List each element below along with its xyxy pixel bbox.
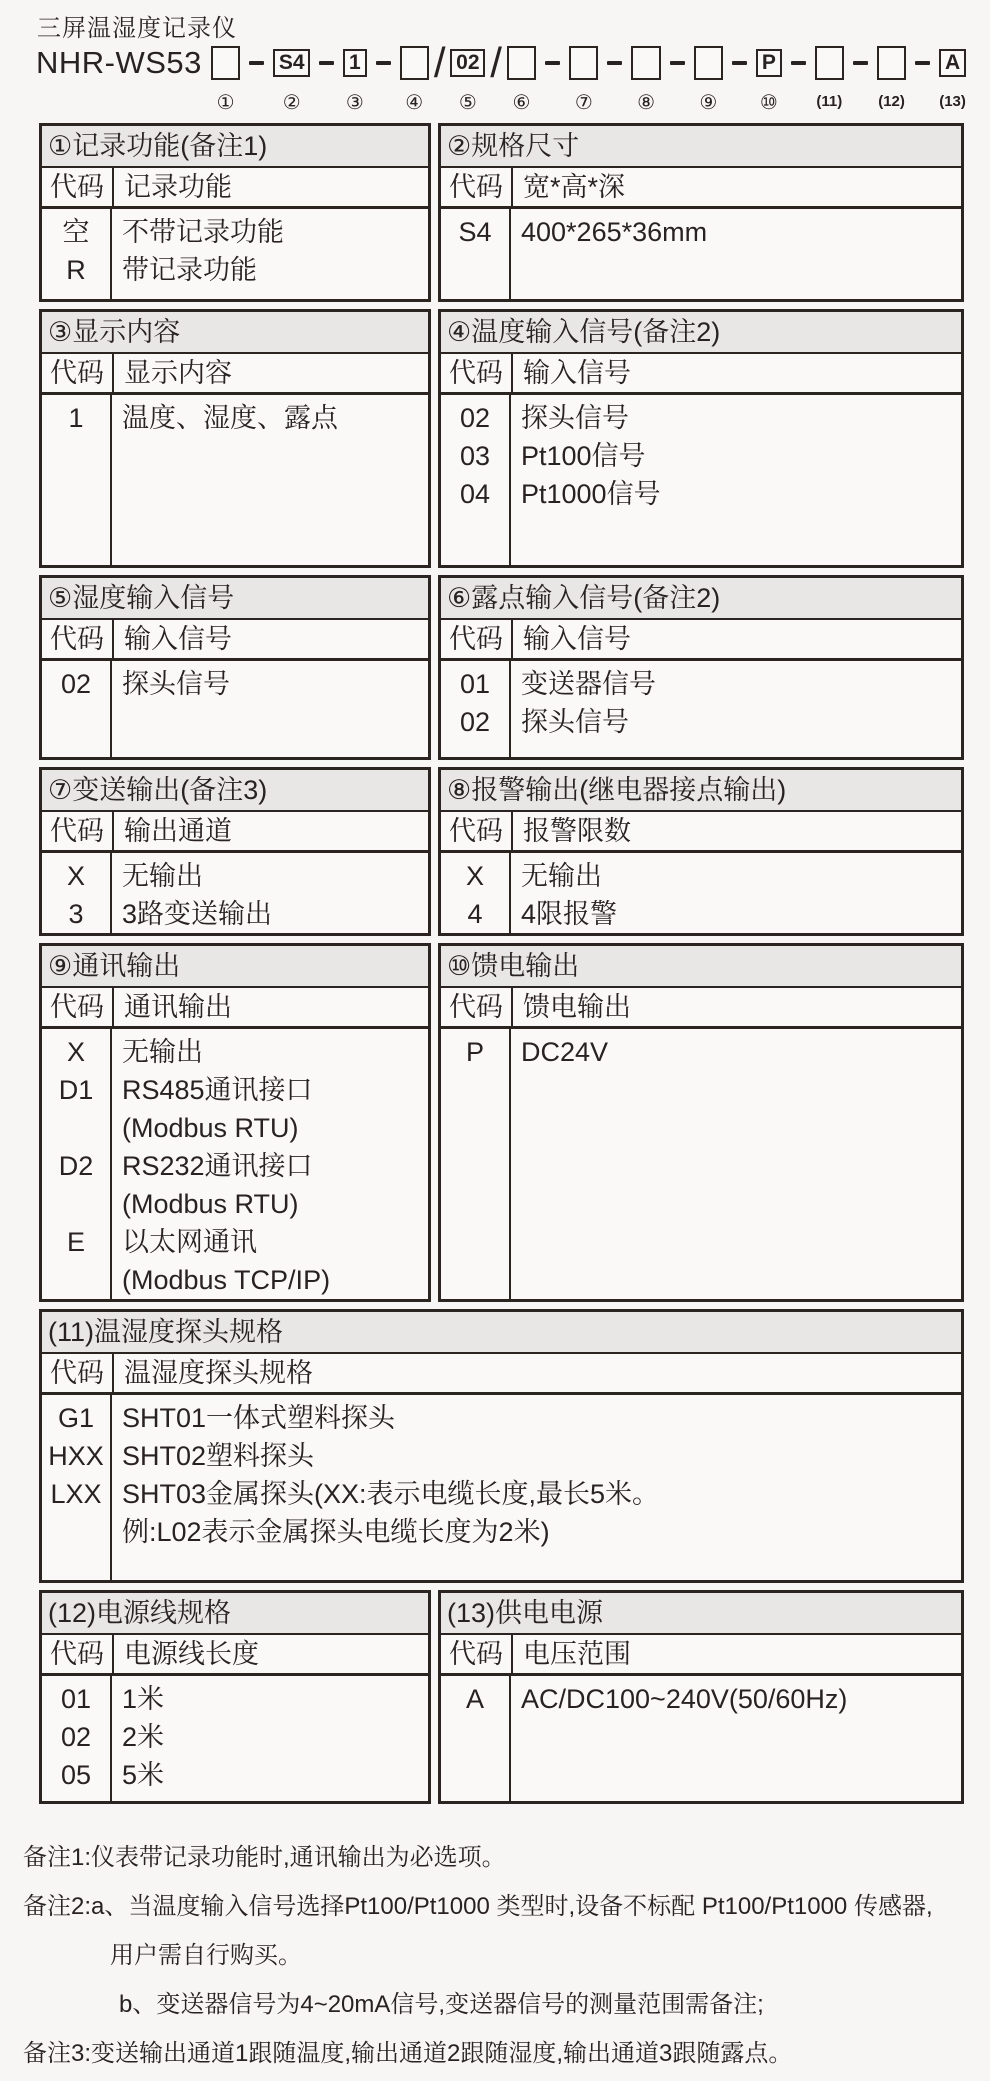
- code-column: [441, 1029, 511, 1299]
- section-2: [438, 123, 964, 302]
- dash-separator: [915, 61, 930, 65]
- desc-cell: (Modbus RTU): [122, 1113, 299, 1143]
- desc-cell: 2米: [122, 1722, 165, 1752]
- model-code-area: [36, 40, 966, 118]
- section-2-title: ②规格尺寸: [441, 126, 961, 168]
- position-label-10: ⑩: [759, 92, 778, 114]
- dash-separator: [670, 61, 685, 65]
- value-column-header: 馈电输出: [523, 992, 631, 1022]
- section-1-column-headers: [42, 168, 428, 209]
- code-cell: 05: [60, 1760, 92, 1790]
- footnotes: [23, 1833, 933, 2078]
- code-column-header: 代码: [441, 354, 513, 392]
- code-column: [441, 1676, 511, 1801]
- code-cell: G1: [57, 1403, 95, 1433]
- section-8-column-headers: [441, 812, 961, 853]
- section-8-title: ⑧报警输出(继电器接点输出): [441, 770, 961, 812]
- section-13-column-headers: [441, 1635, 961, 1676]
- value-column-header: 输入信号: [124, 624, 232, 654]
- section-4: [438, 309, 964, 568]
- section-row: [39, 309, 964, 568]
- desc-cell: 1米: [122, 1684, 165, 1714]
- section-7: [39, 767, 431, 936]
- code-column-header: 代码: [441, 812, 513, 850]
- section-12-title: (12)电源线规格: [42, 1593, 428, 1635]
- value-column-header: 宽*高*深: [523, 172, 626, 202]
- model-code-box-2: S4: [273, 49, 310, 77]
- model-code-box-7: [569, 46, 598, 80]
- desc-cell: (Modbus RTU): [122, 1189, 299, 1219]
- model-code-box-9: [694, 46, 723, 80]
- desc-cell: RS485通讯接口: [122, 1075, 313, 1105]
- code-cell: 3: [68, 899, 84, 929]
- page-title: 三屏温湿度记录仪: [37, 15, 237, 42]
- section-1: [39, 123, 431, 302]
- position-label-6: ⑥: [512, 92, 531, 114]
- code-column-header: 代码: [441, 620, 513, 658]
- position-label-4: ④: [405, 92, 424, 114]
- code-column-header: 代码: [441, 168, 513, 206]
- section-11-title: (11)温湿度探头规格: [42, 1312, 961, 1354]
- desc-cell: 以太网通讯: [122, 1227, 257, 1257]
- section-5-column-headers: [42, 620, 428, 661]
- value-column: [112, 1395, 961, 1580]
- section-5: [39, 575, 431, 760]
- desc-cell: 无输出: [521, 861, 602, 891]
- desc-cell: 不带记录功能: [122, 217, 284, 247]
- code-cell: 02: [60, 1722, 92, 1752]
- section-7-title: ⑦变送输出(备注3): [42, 770, 428, 812]
- section-9-body: [42, 1029, 428, 1299]
- dash-separator: [376, 61, 391, 65]
- value-column: [511, 209, 961, 299]
- code-cell: LXX: [50, 1479, 102, 1509]
- code-cell: S4: [458, 217, 492, 247]
- model-code-box-8: [631, 46, 660, 80]
- desc-cell: (Modbus TCP/IP): [122, 1265, 331, 1295]
- section-12: [39, 1590, 431, 1804]
- section-9-title: ⑨通讯输出: [42, 946, 428, 988]
- desc-cell: 无输出: [122, 861, 203, 891]
- code-column: [42, 661, 112, 757]
- section-13-body: [441, 1676, 961, 1801]
- code-cell: 01: [60, 1684, 92, 1714]
- slash-separator: /: [433, 39, 446, 86]
- desc-cell: 400*265*36mm: [521, 217, 708, 247]
- position-label-2: ②: [282, 92, 301, 114]
- value-column: [112, 395, 428, 565]
- section-6-body: [441, 661, 961, 757]
- section-13: [438, 1590, 964, 1804]
- section-2-body: [441, 209, 961, 299]
- model-code-box-5: 02: [450, 49, 485, 77]
- desc-cell: 带记录功能: [122, 255, 257, 285]
- code-column: [441, 661, 511, 757]
- section-3-body: [42, 395, 428, 565]
- desc-cell: Pt100信号: [521, 441, 646, 471]
- section-2-column-headers: [441, 168, 961, 209]
- dash-separator: [319, 61, 334, 65]
- section-row: [39, 575, 964, 760]
- code-column: [42, 1676, 112, 1801]
- value-column-header: 输出通道: [124, 816, 232, 846]
- desc-cell: SHT03金属探头(XX:表示电缆长度,最长5米。: [122, 1479, 660, 1509]
- note-line-5: 备注3:变送输出通道1跟随温度,输出通道2跟随湿度,输出通道3跟随露点。: [23, 2040, 793, 2067]
- model-code-box-11: [815, 46, 844, 80]
- code-column-header: 代码: [42, 1635, 114, 1673]
- code-cell: A: [465, 1684, 484, 1714]
- value-column: [511, 853, 961, 933]
- section-1-title: ①记录功能(备注1): [42, 126, 428, 168]
- model-code-box-6: [507, 46, 536, 80]
- code-column-header: 代码: [441, 1635, 513, 1673]
- desc-cell: Pt1000信号: [521, 479, 661, 509]
- model-code-box-13: A: [939, 49, 966, 77]
- code-column: [42, 853, 112, 933]
- dash-separator: [853, 61, 868, 65]
- section-3-title: ③显示内容: [42, 312, 428, 354]
- code-cell: 02: [459, 403, 491, 433]
- value-column: [112, 661, 428, 757]
- note-line-2: 备注2:a、当温度输入信号选择Pt100/Pt1000 类型时,设备不标配 Pt100/Pt1000 传感器,: [23, 1893, 933, 1920]
- position-label-1: ①: [216, 92, 235, 114]
- code-cell: D2: [58, 1151, 94, 1181]
- section-6: [438, 575, 964, 760]
- value-column-header: 电压范围: [523, 1639, 631, 1669]
- value-column-header: 显示内容: [124, 358, 232, 388]
- code-column: [441, 209, 511, 299]
- desc-cell: SHT02塑料探头: [122, 1441, 315, 1471]
- value-column: [112, 209, 428, 299]
- note-line-3: 用户需自行购买。: [110, 1942, 302, 1969]
- desc-cell: RS232通讯接口: [122, 1151, 313, 1181]
- value-column-header: 电源线长度: [124, 1639, 259, 1669]
- position-label-12: (12): [878, 93, 905, 110]
- section-9: [39, 943, 431, 1302]
- desc-cell: 3路变送输出: [122, 899, 273, 929]
- code-column: [441, 853, 511, 933]
- code-column-header: 代码: [441, 988, 513, 1026]
- section-row: [39, 943, 964, 1302]
- model-code-box-4: [400, 46, 429, 80]
- section-5-title: ⑤湿度输入信号: [42, 578, 428, 620]
- desc-cell: SHT01一体式塑料探头: [122, 1403, 396, 1433]
- section-3: [39, 309, 431, 568]
- code-cell: R: [66, 255, 86, 285]
- code-column: [42, 209, 112, 299]
- note-line-1: 备注1:仪表带记录功能时,通讯输出为必选项。: [23, 1844, 506, 1871]
- dash-separator: [545, 61, 560, 65]
- section-1-body: [42, 209, 428, 299]
- desc-cell: 探头信号: [521, 403, 629, 433]
- section-8: [438, 767, 964, 936]
- position-label-8: ⑧: [637, 92, 656, 114]
- model-position-labels: [36, 90, 966, 116]
- desc-cell: 例:L02表示金属探头电缆长度为2米): [122, 1517, 550, 1547]
- code-cell: 空: [62, 217, 90, 247]
- desc-cell: 4限报警: [521, 899, 618, 929]
- code-cell: 03: [459, 441, 491, 471]
- note-line-4: b、变送器信号为4~20mA信号,变送器信号的测量范围需备注;: [119, 1991, 764, 2018]
- section-12-body: [42, 1676, 428, 1801]
- section-4-column-headers: [441, 354, 961, 395]
- section-9-column-headers: [42, 988, 428, 1029]
- value-column-header: 温湿度探头规格: [124, 1358, 313, 1388]
- model-prefix: NHR-WS53: [36, 45, 202, 80]
- section-row: [39, 767, 964, 936]
- desc-cell: 探头信号: [521, 707, 629, 737]
- section-7-body: [42, 853, 428, 933]
- section-11-body: [42, 1395, 961, 1580]
- value-column: [511, 1029, 961, 1299]
- code-cell: 1: [68, 403, 84, 433]
- value-column-header: 报警限数: [523, 816, 631, 846]
- desc-cell: AC/DC100~240V(50/60Hz): [521, 1684, 848, 1714]
- value-column-header: 通讯输出: [124, 992, 232, 1022]
- desc-cell: DC24V: [521, 1037, 609, 1067]
- desc-cell: 5米: [122, 1760, 165, 1790]
- code-cell: 04: [459, 479, 491, 509]
- value-column: [511, 395, 961, 565]
- code-cell: [42, 1109, 110, 1147]
- section-6-title: ⑥露点输入信号(备注2): [441, 578, 961, 620]
- code-column: [42, 1029, 112, 1299]
- code-column-header: 代码: [42, 1354, 114, 1392]
- code-cell: HXX: [48, 1441, 104, 1471]
- selection-tables: [39, 123, 964, 1804]
- value-column: [511, 1676, 961, 1801]
- code-cell: E: [66, 1227, 85, 1257]
- code-cell: 02: [60, 669, 92, 699]
- code-cell: P: [465, 1037, 484, 1067]
- value-column-header: 输入信号: [523, 358, 631, 388]
- position-label-9: ⑨: [699, 92, 718, 114]
- code-cell: X: [66, 1037, 85, 1067]
- section-3-column-headers: [42, 354, 428, 395]
- section-10-column-headers: [441, 988, 961, 1029]
- desc-cell: 变送器信号: [521, 669, 656, 699]
- model-code-box-1: [211, 46, 240, 80]
- position-label-3: ③: [345, 92, 364, 114]
- desc-cell: 温度、湿度、露点: [122, 403, 338, 433]
- section-6-column-headers: [441, 620, 961, 661]
- section-row: [39, 1590, 964, 1804]
- section-10: [438, 943, 964, 1302]
- section-8-body: [441, 853, 961, 933]
- code-cell: [42, 1261, 110, 1299]
- model-code-box-3: 1: [343, 49, 366, 77]
- slash-separator: /: [490, 39, 502, 86]
- code-cell: X: [66, 861, 85, 891]
- dash-separator: [607, 61, 622, 65]
- position-label-5: ⑤: [458, 92, 477, 114]
- position-label-11: (11): [816, 93, 843, 110]
- section-4-body: [441, 395, 961, 565]
- model-code-box-12: [877, 46, 906, 80]
- code-cell: [42, 1513, 110, 1551]
- position-label-7: ⑦: [574, 92, 593, 114]
- value-column: [112, 1029, 428, 1299]
- code-column-header: 代码: [42, 988, 114, 1026]
- code-column-header: 代码: [42, 620, 114, 658]
- model-code-line: [36, 40, 966, 86]
- model-code-box-10: P: [756, 49, 782, 77]
- dash-separator: [791, 61, 806, 65]
- section-row: [39, 123, 964, 302]
- code-cell: 4: [467, 899, 483, 929]
- section-4-title: ④温度输入信号(备注2): [441, 312, 961, 354]
- value-column: [112, 1676, 428, 1801]
- value-column: [511, 661, 961, 757]
- value-column-header: 记录功能: [124, 172, 232, 202]
- code-cell: [42, 1185, 110, 1223]
- code-column: [42, 1395, 112, 1580]
- code-column-header: 代码: [42, 812, 114, 850]
- desc-cell: 无输出: [122, 1037, 203, 1067]
- section-11: [39, 1309, 964, 1583]
- code-column-header: 代码: [42, 354, 114, 392]
- code-cell: 01: [459, 669, 491, 699]
- section-5-body: [42, 661, 428, 757]
- position-label-13: (13): [939, 93, 966, 110]
- section-10-title: ⑩馈电输出: [441, 946, 961, 988]
- code-column: [42, 395, 112, 565]
- desc-cell: 探头信号: [122, 669, 230, 699]
- section-10-body: [441, 1029, 961, 1299]
- section-12-column-headers: [42, 1635, 428, 1676]
- code-cell: D1: [58, 1075, 94, 1105]
- section-11-column-headers: [42, 1354, 961, 1395]
- dash-separator: [249, 61, 264, 65]
- code-cell: 02: [459, 707, 491, 737]
- code-column: [441, 395, 511, 565]
- section-13-title: (13)供电电源: [441, 1593, 961, 1635]
- code-cell: X: [465, 861, 484, 891]
- value-column-header: 输入信号: [523, 624, 631, 654]
- dash-separator: [732, 61, 747, 65]
- value-column: [112, 853, 428, 933]
- section-7-column-headers: [42, 812, 428, 853]
- code-column-header: 代码: [42, 168, 114, 206]
